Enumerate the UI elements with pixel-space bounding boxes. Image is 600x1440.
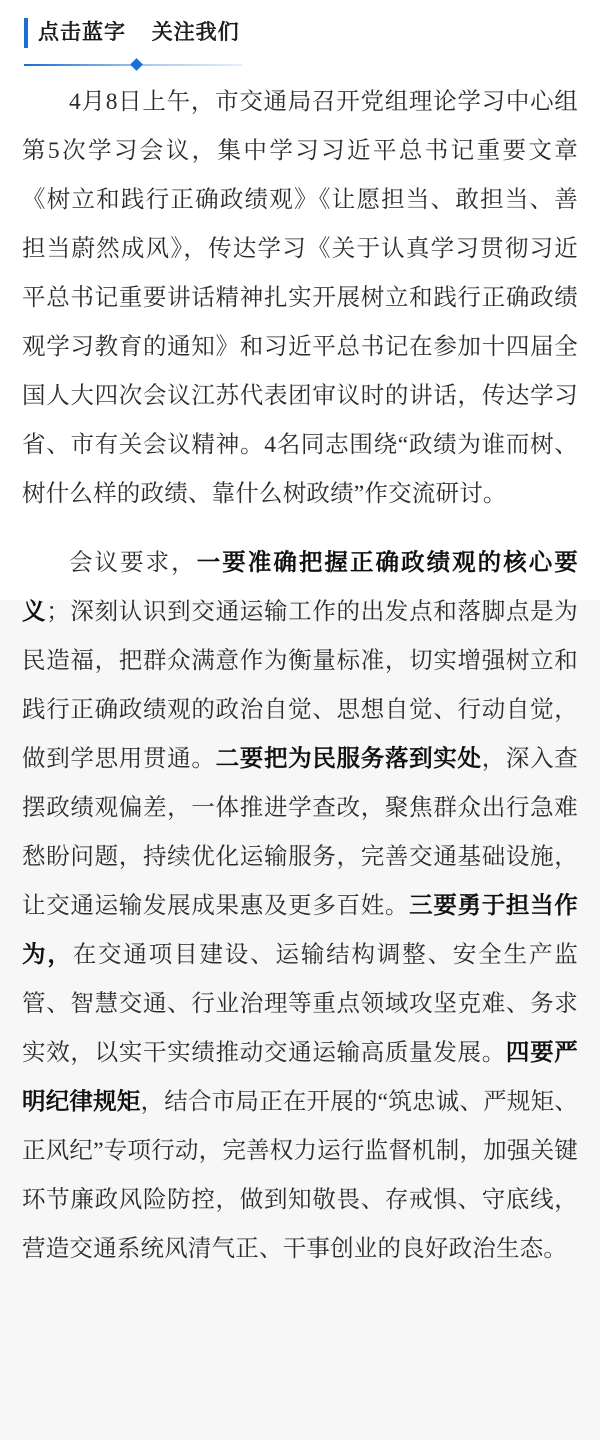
header-accent-bar	[24, 18, 28, 48]
paragraph-2-emphasis: 三要勇于担当作为，	[22, 893, 578, 968]
paragraph-2-emphasis: 二要把为民服务落到实处	[215, 746, 482, 772]
paragraph-2-run: ，结合市局正在开展的“筑忠诚、严规矩、正风纪”专项行动，完善权力运行监督机制，加强关键环节廉政风险防控，做到知敬畏、存戒惧、守底线，营造交通系统风清气正、干事创业的良好政治生态。	[22, 1089, 579, 1262]
header-title-right: 关注我们	[151, 21, 240, 44]
header-title	[24, 18, 256, 48]
paragraph-2	[22, 539, 578, 1274]
paragraph-1: 4月8日上午，市交通局召开党组理论学习中心组第5次学习会议，集中学习习近平总书记重要文章《树立和践行正确政绩观》《让愿担当、敢担当、善担当蔚然成风》，传达学习《关于认真学习贯彻习近平总书记重要讲话精神扎实开展树立和践行正确政绩观学习教育的通知》和习近平总书记在参加十四届全国人大四次会议江苏代表团审议时的讲话，传达学习省、市有关会议精神。4名同志围绕“政绩为谁而树、树什么样的政绩、靠什么树政绩”作交流研讨。	[22, 89, 578, 507]
paragraph-2-run: 在交通项目建设、运输结构调整、安全生产监管、智慧交通、行业治理等重点领域攻坚克难、务求实效，以实干实绩推动交通运输高质量发展。	[22, 942, 579, 1066]
header-inner	[24, 18, 256, 48]
paragraph-2-emphasis: 四要严明纪律规矩	[22, 1040, 578, 1115]
paragraph-2-run: 会议要求，	[69, 550, 197, 576]
paragraph-2-run: ，深入查摆政绩观偏差，一体推进学查改，聚焦群众出行急难愁盼问题，持续优化运输服务，完善交通基础设施，让交通运输发展成果惠及更多百姓。	[22, 746, 578, 919]
paragraph-2-emphasis: 一要准确把握正确政绩观的核心要义	[22, 550, 579, 625]
article-body	[0, 78, 600, 1274]
header-banner	[0, 0, 600, 78]
paragraph-2-run: ；深刻认识到交通运输工作的出发点和落脚点是为民造福，把群众满意作为衡量标准，切实增强树立和践行正确政绩观的政治自觉、思想自觉、行动自觉，做到学思用贯通。	[22, 599, 578, 772]
header-title-left: 点击蓝字	[38, 21, 126, 44]
header-divider	[24, 60, 242, 70]
diamond-icon	[130, 58, 143, 71]
